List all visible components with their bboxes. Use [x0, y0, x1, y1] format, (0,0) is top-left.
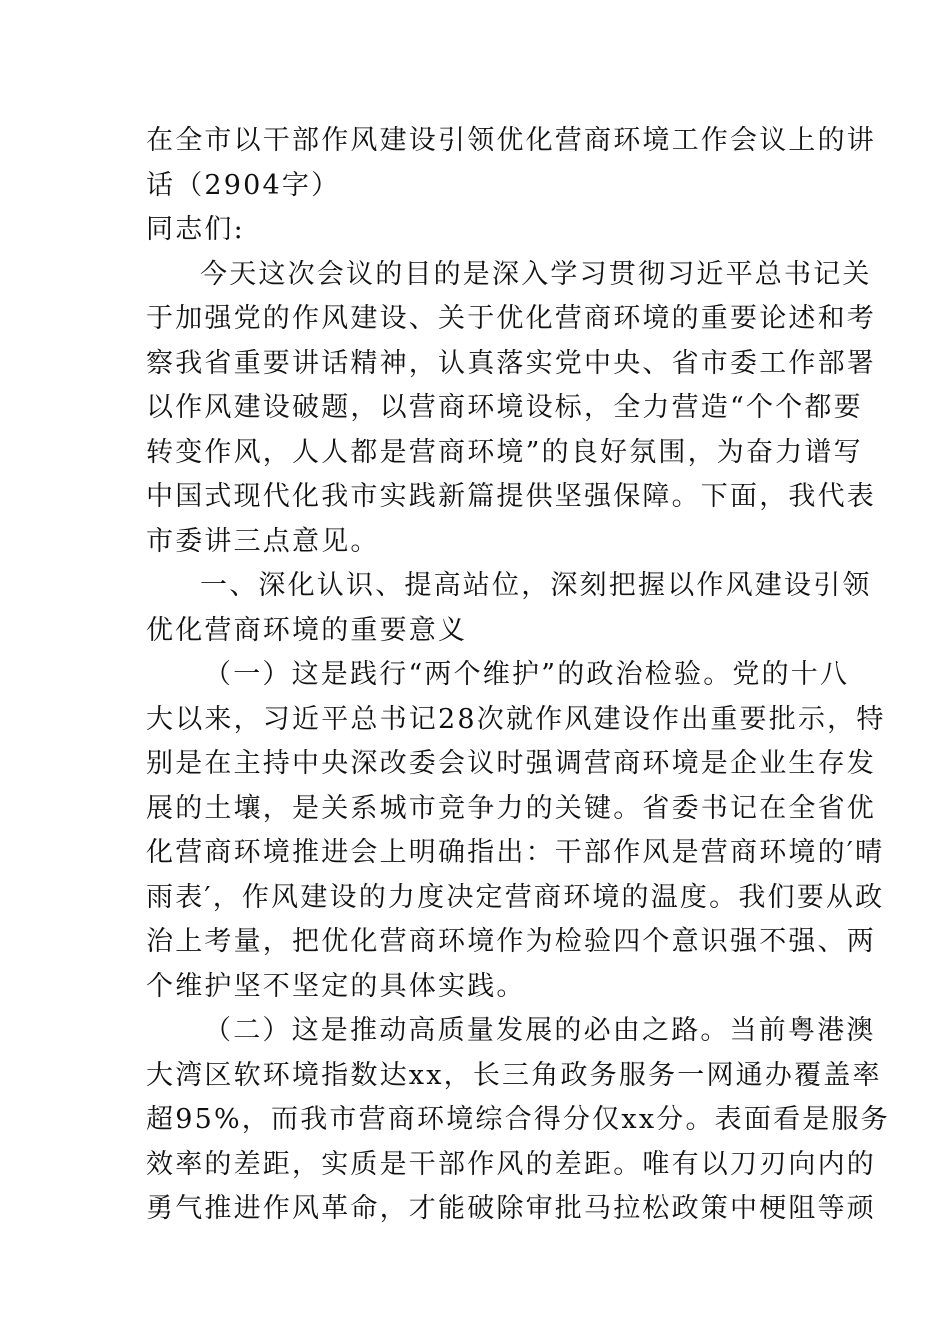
- paragraph-1-line: 转变作风，人人都是营商环境”的良好氛围，为奋力谱写: [146, 436, 863, 468]
- paragraph-1-line: 今天这次会议的目的是深入学习贯彻习近平总书记关: [200, 258, 872, 290]
- paragraph-1-line: 市委讲三点意见。: [146, 525, 380, 557]
- subsection-2-line: 大湾区软环境指数达xx，长三角政务服务一网通办覆盖率: [146, 1059, 882, 1091]
- subsection-2-line: 勇气推进作风革命，才能破除审批马拉松政策中梗阻等顽: [146, 1193, 876, 1224]
- subsection-1-line: 别是在主持中央深改委会议时强调营商环境是企业生存发: [146, 748, 876, 779]
- document-title-line-1: 在全市以干部作风建设引领优化营商环境工作会议上的讲: [146, 125, 876, 156]
- subsection-2-line: （二）这是推动高质量发展的必由之路。当前粤港澳: [204, 1015, 876, 1046]
- subsection-1-line: 展的土壤，是关系城市竞争力的关键。省委书记在全省优: [146, 792, 876, 824]
- subsection-1-line: 治上考量，把优化营商环境作为检验四个意识强不强、两: [146, 926, 876, 957]
- paragraph-1-line: 于加强党的作风建设、关于优化营商环境的重要论述和考: [146, 303, 876, 334]
- subsection-1-line: 个维护坚不坚定的具体实践。: [146, 970, 526, 1002]
- paragraph-1-line: 以作风建设破题，以营商环境设标，全力营造“个个都要: [146, 392, 863, 423]
- subsection-1-line: 大以来，习近平总书记28次就作风建设作出重要批示，特: [146, 703, 886, 735]
- section-heading-1: 一、深化认识、提高站位，深刻把握以作风建设引领: [200, 570, 872, 601]
- section-heading-1: 优化营商环境的重要意义: [146, 614, 468, 646]
- subsection-1-line: （一）这是践行“两个维护”的政治检验。党的十八: [204, 659, 850, 690]
- paragraph-1-line: 中国式现代化我市实践新篇提供坚强保障。下面，我代表: [146, 481, 876, 512]
- document-page: [146, 119, 890, 1232]
- subsection-1-line: 化营商环境推进会上明确指出：干部作风是营商环境的′晴: [146, 837, 885, 868]
- paragraph-1-line: 察我省重要讲话精神，认真落实党中央、省市委工作部署: [146, 347, 876, 379]
- subsection-2-line: 效率的差距，实质是干部作风的差距。唯有以刀刃向内的: [146, 1148, 876, 1180]
- subsection-2-line: 超95%，而我市营商环境综合得分仅xx分。表面看是服务: [146, 1104, 890, 1135]
- salutation: 同志们:: [146, 214, 245, 245]
- subsection-1-line: 雨表′，作风建设的力度决定营商环境的温度。我们要从政: [146, 881, 885, 913]
- document-title-line-2: 话（2904字）: [146, 169, 341, 201]
